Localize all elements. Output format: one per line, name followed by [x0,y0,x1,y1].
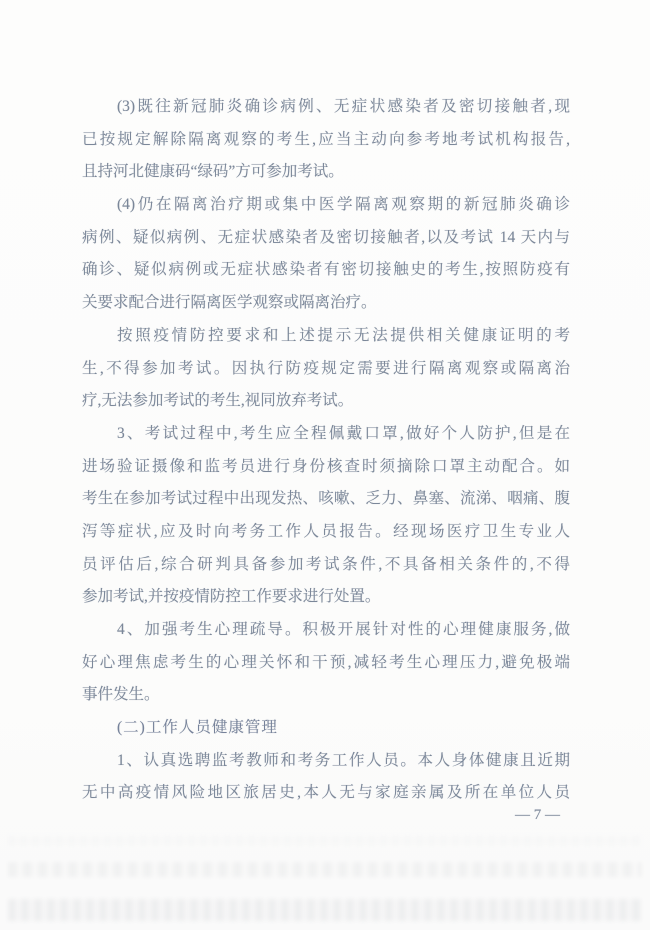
text-line: 已按规定解除隔离观察的考生,应当主动向参考地考试机构报告, [82,130,570,148]
text-line: 好心理焦虑考生的心理关怀和干预,减轻考生心理压力,避免极端 [82,653,570,671]
text-line: 考生在参加考试过程中出现发热、咳嗽、乏力、鼻塞、流涕、咽痛、腹 [82,490,570,508]
text-line: 疗,无法参加考试的考生,视同放弃考试。 [82,392,354,410]
text-line: 4、加强考生心理疏导。积极开展针对性的心理健康服务,做 [117,621,570,638]
text-line: 员评估后,综合研判具备参加考试条件,不具备相关条件的,不得 [82,555,570,573]
page-number: — 7 — [515,807,560,823]
text-line: 生,不得参加考试。因执行防疫规定需要进行隔离观察或隔离治 [82,359,570,377]
scan-bleedthrough-artifact [8,836,642,846]
text-line: 且持河北健康码“绿码”方可参加考试。 [82,163,344,181]
section-heading: (二)工作人员健康管理 [117,719,278,737]
scan-bleedthrough-artifact [8,899,642,921]
text-line: 参加考试,并按疫情防控工作要求进行处置。 [82,588,381,606]
text-line: 关要求配合进行隔离医学观察或隔离治疗。 [82,294,377,312]
text-line: 3、考试过程中,考生应全程佩戴口罩,做好个人防护,但是在 [117,424,570,442]
text-line: 无中高疫情风险地区旅居史,本人无与家庭亲属及所在单位人员 [82,784,570,802]
text-line: 确诊、疑似病例或无症状感染者有密切接触史的考生,按照防疫有 [82,261,570,279]
document-body [82,91,570,810]
text-line: 进场验证摄像和监考员进行身份核查时须摘除口罩主动配合。如 [82,457,570,475]
text-line: 事件发生。 [82,686,160,704]
text-line: 病例、疑似病例、无症状感染者及密切接触者,以及考试 14 天内与 [82,228,570,246]
scan-bleedthrough-artifact [8,862,642,877]
text-line: (3)既往新冠肺炎确诊病例、无症状感染者及密切接触者,现 [117,98,570,115]
text-line: 1、认真选聘监考教师和考务工作人员。本人身体健康且近期 [117,751,570,769]
text-line: (4)仍在隔离治疗期或集中医学隔离观察期的新冠肺炎确诊 [117,196,570,214]
text-line: 按照疫情防控要求和上述提示无法提供相关健康证明的考 [117,326,570,344]
text-line: 泻等症状,应及时向考务工作人员报告。经现场医疗卫生专业人 [82,522,570,540]
